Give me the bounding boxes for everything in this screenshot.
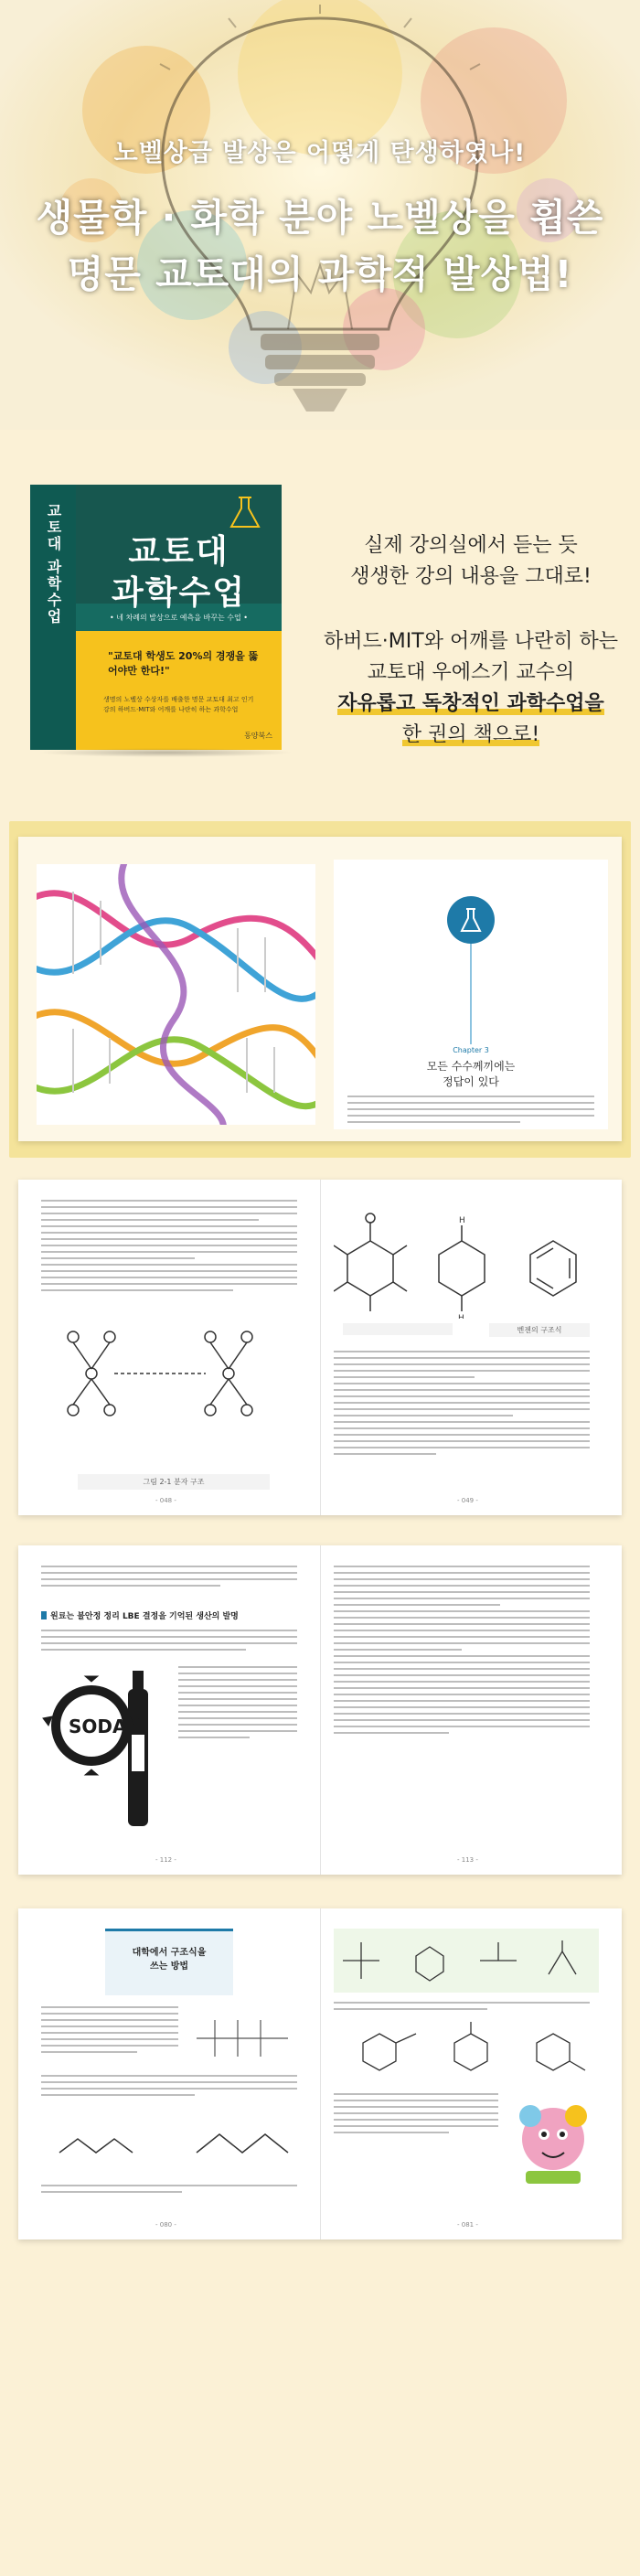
intro-text-a [315, 530, 626, 593]
info-box-title-1: 대학에서 구조식을 [132, 1948, 207, 1958]
molecule-diagram [50, 1319, 297, 1447]
chapter-title: 모든 수수께끼에는 정답이 있다 [426, 1060, 516, 1088]
body-text [334, 2002, 590, 2015]
hero-tagline-2: 생물학 · 화학 분야 노벨상을 휩쓴 [36, 196, 604, 240]
page-number-right: - 049 - [457, 1497, 478, 1504]
intro-text-b-line3: 자유롭고 독창적인 과학수업을 [337, 692, 604, 715]
cover-subtitle: • 네 차례의 발상으로 예측을 바꾸는 수업 • [110, 614, 248, 622]
structure-formula-row-2 [343, 2020, 590, 2084]
structure-formula-row [343, 1933, 590, 1988]
book-cover [30, 485, 292, 759]
body-text [41, 2006, 178, 2058]
figure-caption-left: 그림 2-1 분자 구조 [78, 1474, 270, 1490]
hero-tagline-3: 명문 교토대의 과학적 발상법! [67, 252, 573, 296]
soda-illustration [41, 1662, 169, 1835]
dna-helix-image [37, 864, 315, 1125]
hero-banner [0, 0, 640, 430]
svg-text:H: H [458, 1314, 464, 1319]
sample-spread-chapter [18, 837, 622, 1141]
intro-text-a-line2: 생생한 강의 내용을 그대로! [350, 565, 592, 588]
spine-title: 교토대 과학수업 [45, 503, 62, 625]
intro-text-b-line4: 한 권의 책으로! [401, 723, 540, 746]
intro-text-a-line1: 실제 강의실에서 듣는 듯 [364, 534, 578, 557]
chapter-page [334, 860, 608, 1129]
benzene-diagram [334, 1200, 590, 1319]
chapter-body-text [347, 1096, 594, 1128]
sample-spread-molecules [18, 1180, 622, 1515]
intro-text-b-line2: 교토대 우에스기 교수의 [367, 661, 575, 684]
intro-text-b-line1: 하버드·MIT와 어깨를 나란히 하는 [324, 630, 618, 653]
chain-formula [187, 2011, 297, 2066]
body-text [41, 2185, 297, 2197]
sample-spread-formula [18, 1908, 622, 2239]
monster-illustration [507, 2089, 599, 2189]
cover-title-2: 과학수업 [111, 574, 247, 612]
body-text [334, 2093, 498, 2138]
body-text [41, 2075, 297, 2100]
book-spine [30, 485, 76, 750]
body-text [41, 1630, 297, 1655]
page-right [334, 1200, 599, 1334]
figure-caption-right: 벤젠의 구조식 [489, 1323, 590, 1337]
sample-spread-soda [18, 1545, 622, 1875]
cover-quote: "교토대 학생도 20%의 경쟁을 뚫어야만 한다!" [108, 650, 259, 677]
soda-label: SODA [69, 1716, 127, 1737]
body-text [334, 1566, 590, 1738]
flask-icon [447, 896, 495, 944]
page-number-right: - 113 - [457, 1856, 478, 1864]
flask-icon [222, 494, 268, 530]
cover-publisher: 동양북스 [244, 732, 272, 740]
book-intro [0, 430, 640, 796]
page-number-left: - 080 - [155, 2221, 176, 2229]
body-text [41, 1566, 297, 1591]
body-text [41, 1200, 297, 1296]
info-box [105, 1929, 233, 1995]
svg-text:H: H [459, 1216, 465, 1225]
cover-front [76, 485, 282, 750]
cover-title-1: 교토대 [128, 533, 229, 571]
zigzag-formula [50, 2116, 297, 2171]
cover-yellow-box [76, 631, 282, 750]
cover-blurb: 생명의 노벨상 수상자를 배출한 명문 교토대 최고 인기 강의 하버드·MIT와 어깨를 나란히 하는 과학수업 [103, 696, 254, 713]
body-text [178, 1666, 297, 1743]
body-text [334, 1351, 590, 1459]
page-number-left: - 048 - [155, 1497, 176, 1504]
hero-tagline-1: 노벨상급 발상은 어떻게 탄생하였나! [113, 139, 527, 167]
page-number-right: - 081 - [457, 2221, 478, 2229]
intro-text-b [315, 626, 626, 751]
section-heading: 원료는 불안정 정리 LBE 결정을 기억된 생산의 발명 [41, 1609, 239, 1621]
info-box-title-2: 쓰는 방법 [149, 1961, 189, 1972]
chapter-label: Chapter 3 [453, 1046, 489, 1054]
page-number-left: - 112 - [155, 1856, 176, 1864]
